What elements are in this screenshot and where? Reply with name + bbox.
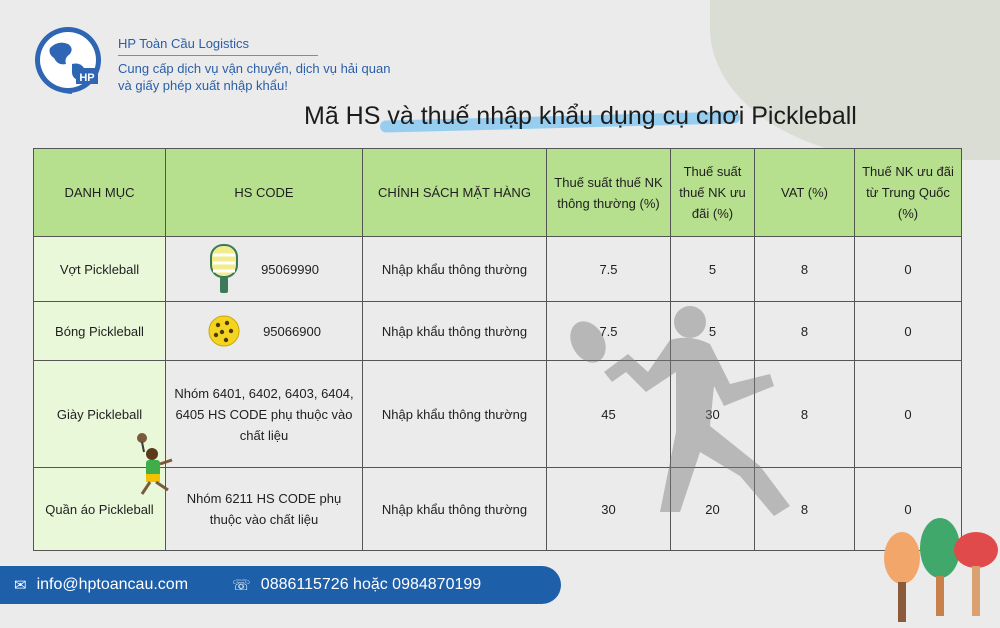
decorative-background-shape [710, 0, 1000, 160]
header-preferential-rate: Thuế suất thuế NK ưu đãi (%) [671, 149, 755, 237]
brand-name: HP Toàn Cầu Logistics [118, 36, 318, 56]
ball-icon [207, 314, 241, 348]
row-normal-rate: 7.5 [547, 237, 671, 302]
row-preferential-rate: 20 [671, 468, 755, 551]
table-row [34, 302, 962, 361]
row-china-rate: 0 [855, 302, 962, 361]
row-policy: Nhập khẩu thông thường [363, 361, 547, 468]
header-category: DANH MỤC [34, 149, 166, 237]
header-china-rate: Thuế NK ưu đãi từ Trung Quốc (%) [855, 149, 962, 237]
row-china-rate: 0 [855, 237, 962, 302]
row-china-rate: 0 [855, 468, 962, 551]
row-normal-rate: 30 [547, 468, 671, 551]
header-policy: CHÍNH SÁCH MẶT HÀNG [363, 149, 547, 237]
header-vat: VAT (%) [755, 149, 855, 237]
row-hs-code: Nhóm 6211 HS CODE phụ thuộc vào chất liệu [166, 468, 363, 551]
footer-email[interactable] [14, 576, 188, 594]
brand-tagline [118, 60, 448, 94]
row-preferential-rate: 30 [671, 361, 755, 468]
header-hs-code: HS CODE [166, 149, 363, 237]
paddle-icon [209, 243, 239, 295]
footer-phone[interactable] [232, 576, 481, 594]
mail-icon: ✉ [14, 577, 27, 594]
row-policy: Nhập khẩu thông thường [363, 237, 547, 302]
hs-code-value: 95066900 [263, 323, 321, 339]
brand-tagline-line1: Cung cấp dịch vụ vận chuyển, dịch vụ hải quan [118, 61, 391, 76]
hs-code-value: 95069990 [261, 261, 319, 277]
row-hs-code-cell [166, 302, 363, 361]
paddles-hands-illustration [880, 508, 1000, 628]
row-category: Quần áo Pickleball [34, 468, 166, 551]
contact-footer [0, 566, 561, 604]
row-preferential-rate: 5 [671, 237, 755, 302]
title-area [300, 102, 965, 136]
row-category: Vợt Pickleball [34, 237, 166, 302]
row-vat: 8 [755, 361, 855, 468]
brand-block [118, 36, 448, 94]
logo-text: HP [79, 72, 95, 84]
row-vat: 8 [755, 302, 855, 361]
player-illustration-icon [128, 430, 180, 500]
page-title: Mã HS và thuế nhập khẩu dụng cụ chơi Pickleball [304, 102, 857, 130]
row-hs-code: Nhóm 6401, 6402, 6403, 6404, 6405 HS CODE phụ thuộc vào chất liệu [166, 361, 363, 468]
phone-icon: ☏ [232, 577, 251, 594]
table-header-row [34, 149, 962, 237]
row-china-rate: 0 [855, 361, 962, 468]
table-row [34, 237, 962, 302]
email-text: info@hptoancau.com [36, 576, 189, 593]
row-category: Bóng Pickleball [34, 302, 166, 361]
row-preferential-rate: 5 [671, 302, 755, 361]
row-normal-rate: 45 [547, 361, 671, 468]
globe-logo-icon [32, 24, 104, 96]
brand-tagline-line2: và giấy phép xuất nhập khẩu! [118, 78, 288, 93]
row-policy: Nhập khẩu thông thường [363, 468, 547, 551]
phone-text: 0886115726 hoặc 0984870199 [260, 576, 482, 593]
row-category: Giày Pickleball [34, 361, 166, 468]
row-normal-rate: 7.5 [547, 302, 671, 361]
row-vat: 8 [755, 468, 855, 551]
row-hs-code-cell [166, 237, 363, 302]
row-vat: 8 [755, 237, 855, 302]
header-normal-rate: Thuế suất thuế NK thông thường (%) [547, 149, 671, 237]
row-policy: Nhập khẩu thông thường [363, 302, 547, 361]
